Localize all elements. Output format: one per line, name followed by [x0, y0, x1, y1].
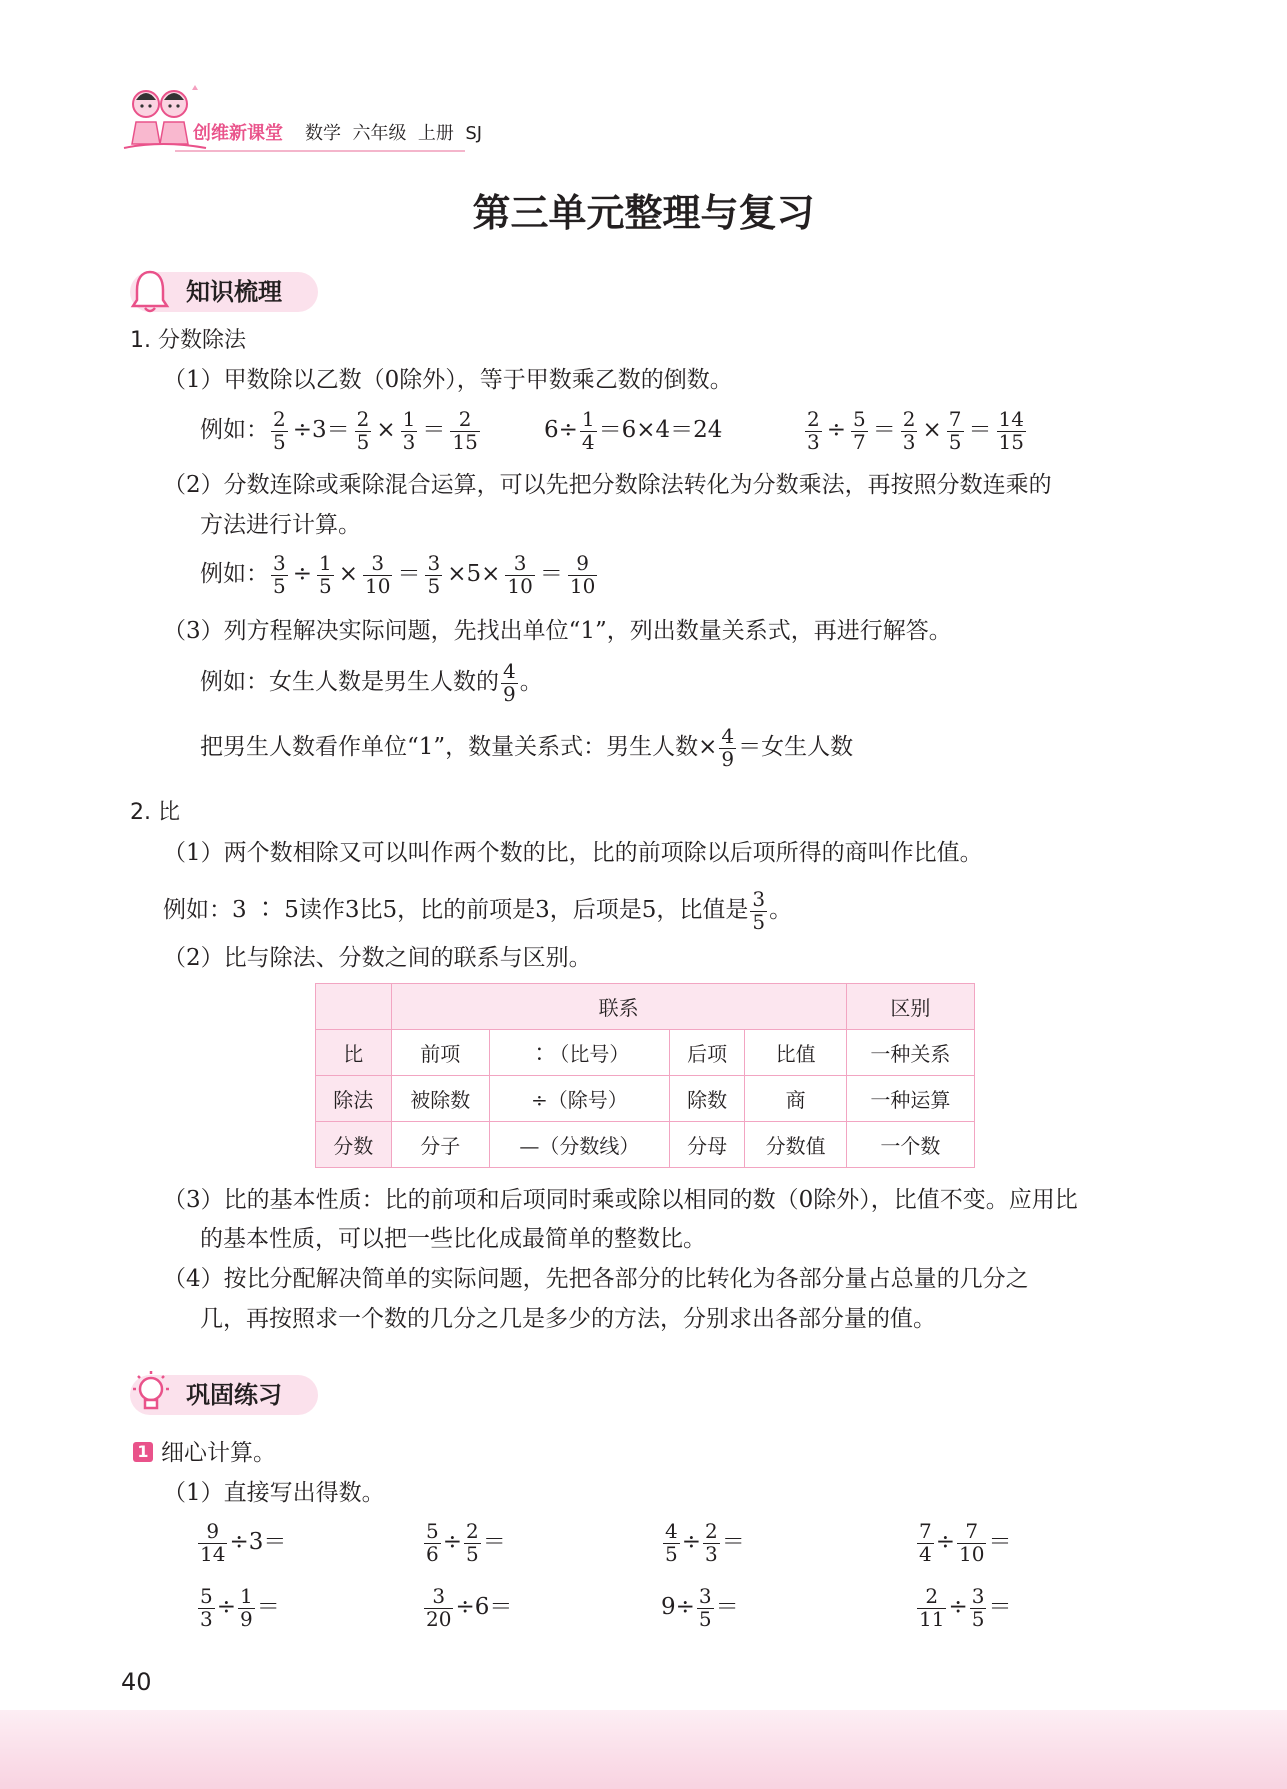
header-divider	[175, 150, 465, 152]
heading-ratio: 2. 比	[130, 800, 180, 825]
ratio-rule-3-line2: 的基本性质，可以把一些比化成最简单的整数比。	[200, 1226, 706, 1252]
table-cell: 一个数	[846, 1122, 974, 1168]
table-cell: 商	[745, 1076, 846, 1122]
table-cell: 被除数	[391, 1076, 489, 1122]
calc-item: $\frac{3}{20}$ ÷6＝	[426, 1584, 513, 1631]
table-cell: 分子	[391, 1122, 489, 1168]
table-cell: —（分数线）	[489, 1122, 669, 1168]
rule-2-line1: （2）分数连除或乘除混合运算，可以先把分数除法转化为分数乘法，再按照分数连乘的	[163, 472, 1052, 498]
table-cell: 前项	[391, 1030, 489, 1076]
example-3a: 例如：女生人数是男生人数的 $\frac{4}{9}$ 。	[200, 659, 543, 706]
heading-fraction-division: 1. 分数除法	[130, 328, 246, 353]
table-row-label: 除法	[316, 1076, 392, 1122]
table-row	[316, 1030, 975, 1076]
table-cell: 分母	[669, 1122, 745, 1168]
ratio-rule-4-line2: 几，再按照求一个数的几分之几是多少的方法，分别求出各部分量的值。	[200, 1306, 936, 1332]
example-1c: $\frac{2}{3}$ ÷ $\frac{5}{7}$ ＝ $\frac{2}{3}$ × $\frac{7}{5}$ ＝ $\frac{14}{15}$	[807, 407, 1024, 454]
table-corner	[316, 984, 392, 1030]
section-practice	[130, 1375, 318, 1415]
ratio-example: 例如：3 ∶ 5读作3比5，比的前项是3，后项是5，比值是 $\frac{3}{5}$ 。	[163, 887, 793, 934]
page-title: 第三单元整理与复习	[472, 191, 815, 235]
ratio-rule-2: （2）比与除法、分数之间的联系与区别。	[163, 945, 592, 971]
section-practice-label: 巩固练习	[186, 1381, 282, 1409]
calc-item: $\frac{5}{3}$ ÷ $\frac{1}{9}$ ＝	[200, 1584, 280, 1631]
table-cell: ∶（比号）	[489, 1030, 669, 1076]
table-row	[316, 1076, 975, 1122]
ratio-rule-4-line1: （4）按比分配解决简单的实际问题，先把各部分的比转化为各部分量占总量的几分之	[163, 1266, 1029, 1292]
brand-name: 创维新课堂	[193, 123, 283, 144]
question-number-badge: 1	[133, 1442, 153, 1462]
section-knowledge-label: 知识梳理	[186, 278, 282, 306]
exercise-title: 细心计算。	[161, 1440, 276, 1466]
table-cell: 一种运算	[846, 1076, 974, 1122]
table-cell: 后项	[669, 1030, 745, 1076]
example-1b: 6÷ $\frac{1}{4}$ ＝6×4＝24	[544, 407, 723, 454]
ratio-rule-1: （1）两个数相除又可以叫作两个数的比，比的前项除以后项所得的商叫作比值。	[163, 840, 983, 866]
footer-band	[0, 1710, 1287, 1789]
calc-item: $\frac{9}{14}$ ÷3＝	[200, 1519, 287, 1566]
calc-item: 9÷ $\frac{3}{5}$ ＝	[661, 1584, 739, 1631]
calc-item: $\frac{4}{5}$ ÷ $\frac{2}{3}$ ＝	[665, 1519, 745, 1566]
bell-icon	[130, 268, 170, 314]
table-cell: 一种关系	[846, 1030, 974, 1076]
rule-3: （3）列方程解决实际问题，先找出单位“1”，列出数量关系式，再进行解答。	[163, 618, 952, 644]
example-1a: 例如： $\frac{2}{5}$ ÷3＝ $\frac{2}{5}$ × $\frac{1}{3}$ ＝ $\frac{2}{15}$	[200, 407, 478, 454]
calc-item: $\frac{2}{11}$ ÷ $\frac{3}{5}$ ＝	[919, 1584, 1012, 1631]
book-info: 数学 六年级 上册 SJ	[305, 123, 483, 144]
comparison-table	[315, 983, 975, 1168]
section-knowledge	[130, 272, 318, 312]
example-2: 例如： $\frac{3}{5}$ ÷ $\frac{1}{5}$ × $\frac{3}{10}$ ＝ $\frac{3}{5}$ ×5× $\frac{3}{10}$ ＝ $\frac{9}{10}$	[200, 551, 596, 598]
table-row-label: 分数	[316, 1122, 392, 1168]
calc-item: $\frac{7}{4}$ ÷ $\frac{7}{10}$ ＝	[919, 1519, 1012, 1566]
page-number: 40	[121, 1668, 152, 1696]
table-cell: 分数值	[745, 1122, 846, 1168]
calc-item: $\frac{5}{6}$ ÷ $\frac{2}{5}$ ＝	[426, 1519, 506, 1566]
ratio-rule-3-line1: （3）比的基本性质：比的前项和后项同时乘或除以相同的数（0除外），比值不变。应用比	[163, 1187, 1078, 1213]
table-header-lianxi: 联系	[391, 984, 846, 1030]
lightbulb-icon	[130, 1369, 172, 1419]
table-cell: 除数	[669, 1076, 745, 1122]
example-3b: 把男生人数看作单位“1”，数量关系式：男生人数× $\frac{4}{9}$ ＝女生人数	[200, 724, 854, 771]
table-cell: 比值	[745, 1030, 846, 1076]
table-row-label: 比	[316, 1030, 392, 1076]
table-row	[316, 1122, 975, 1168]
table-header-qubie: 区别	[846, 984, 974, 1030]
exercise-subtitle: （1）直接写出得数。	[163, 1480, 385, 1506]
rule-1: （1）甲数除以乙数（0除外），等于甲数乘乙数的倒数。	[163, 367, 733, 393]
table-header-row	[316, 984, 975, 1030]
table-cell: ÷（除号）	[489, 1076, 669, 1122]
rule-2-line2: 方法进行计算。	[200, 512, 361, 538]
